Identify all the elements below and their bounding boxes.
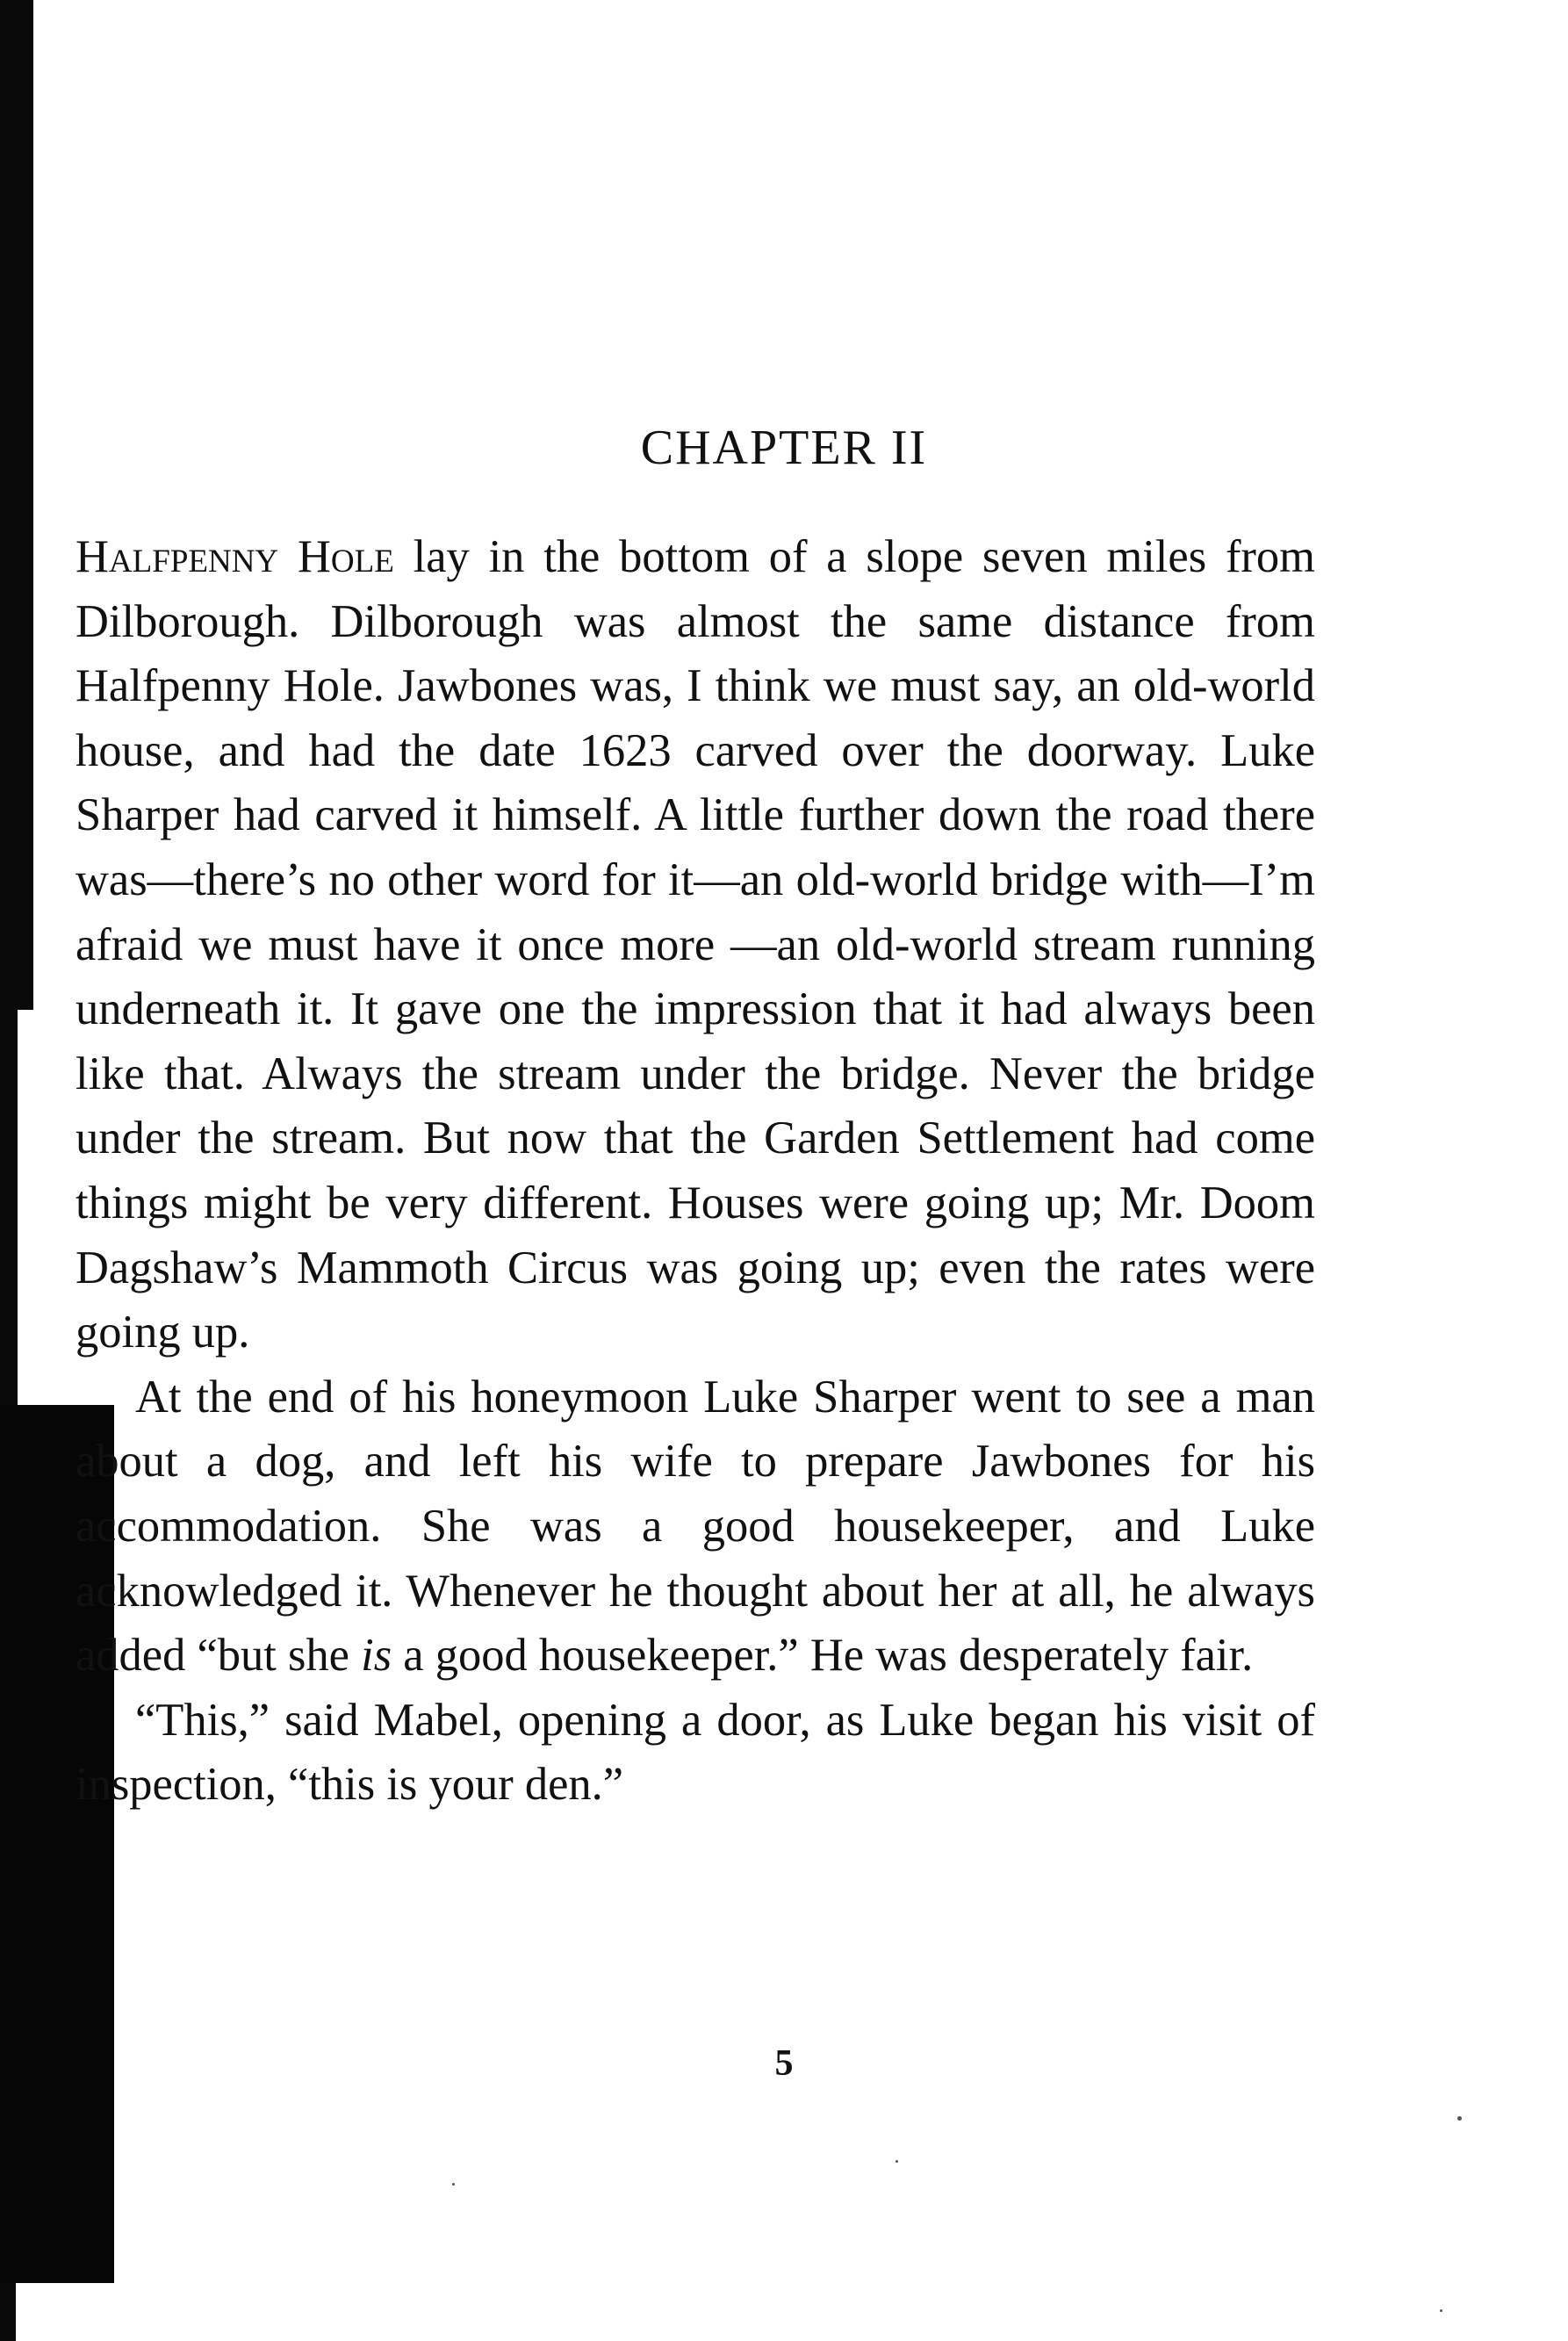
speck [1457,2116,1462,2121]
paragraph-2 [76,1365,1315,1689]
chapter-heading [0,420,1568,476]
binding-shadow-tail [0,2283,16,2341]
paragraph-1-text: lay in the bottom of a slope seven miles from Dilborough. Dilborough was almost the same distance from Halfpenny Hole. Jawbones was, I think we must say, an old-world house, and had the date 1623 carved over the doorway. Luke Sharper had carved it himself. A little further down the road there was—there’s no other word for it—an old-world bridge with—I’m afraid we must have it once more —an old-world stream running underneath it. It gave one the impression that it had always been like that. Always the stream under the bridge. Never the bridge under the stream. But now that the Garden Settlement had come things might be very different. Houses were going up; Mr. Doom Dagshaw’s Mammoth Circus was going up; even the rates were going up. [76,531,1315,1358]
chapter-heading-text: CHAPTER II [640,421,928,475]
paragraph-2-text: At the end of his honeymoon Luke Sharper went to see a man about a dog, and left his wife to prepare Jawbones for his accommodation. She was a good housekeeper, and Luke acknowledged it. Whenever he thought about her at all, he always added “but she [76,1371,1315,1682]
opening-small-caps: Halfpenny Hole [76,531,394,582]
paragraph-2-emphasis: is [361,1630,392,1682]
speck [895,2160,898,2163]
binding-shadow-top [0,0,33,1010]
speck [1440,2309,1442,2312]
chapter-body [76,525,1315,1818]
page-number: 5 [774,2043,794,2084]
binding-shadow-middle [0,1010,18,1405]
speck [452,2183,455,2186]
paragraph-2-tail: a good housekeeper.” He was desperately fair. [392,1630,1254,1682]
paragraph-3 [76,1689,1315,1818]
paragraph-1 [76,525,1315,1365]
paragraph-3-text: “This,” said Mabel, opening a door, as Luke began his visit of inspection, “this is your den.” [76,1694,1315,1811]
